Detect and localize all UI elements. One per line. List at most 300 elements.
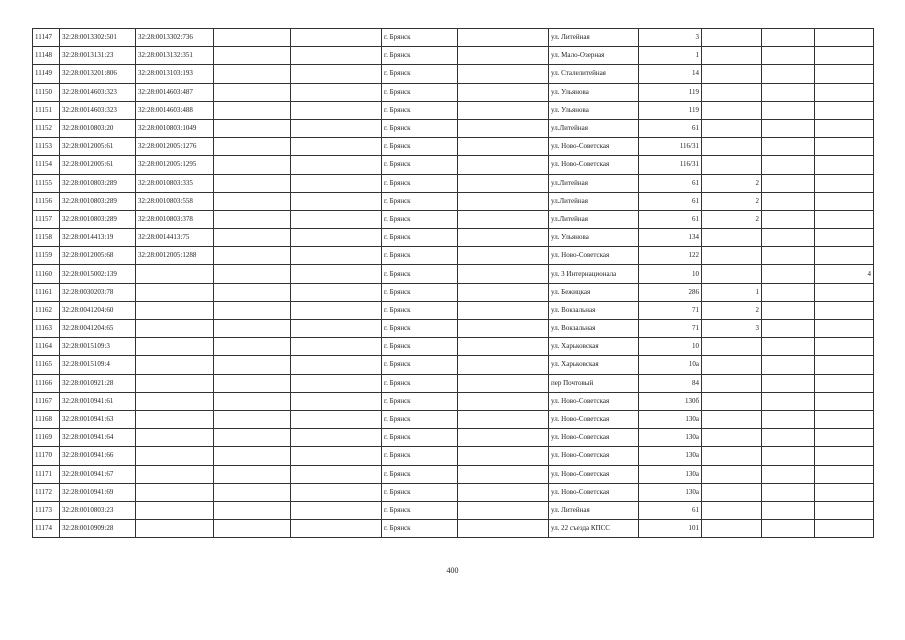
empty-cell <box>762 320 815 338</box>
room-cadastral-number-cell: 32:28:0013103:193 <box>136 65 214 83</box>
row-number-cell: 11174 <box>33 520 60 538</box>
row-number-cell: 11155 <box>33 174 60 192</box>
empty-cell <box>762 229 815 247</box>
empty-cell <box>458 29 549 47</box>
empty-cell <box>458 283 549 301</box>
building-cell <box>702 138 762 156</box>
city-cell: г. Брянск <box>382 83 458 101</box>
extra-cell <box>815 83 874 101</box>
row-number-cell: 11159 <box>33 247 60 265</box>
empty-cell <box>291 47 382 65</box>
building-cell <box>702 483 762 501</box>
cadastral-number-cell: 32:28:0010921:28 <box>60 374 136 392</box>
empty-cell <box>458 301 549 319</box>
house-number-cell: 116/31 <box>639 156 702 174</box>
cadastral-number-cell: 32:28:0015109:4 <box>60 356 136 374</box>
row-number-cell: 11173 <box>33 501 60 519</box>
empty-cell <box>762 29 815 47</box>
empty-cell <box>214 156 291 174</box>
street-cell: пер Почтовый <box>549 374 639 392</box>
room-cadastral-number-cell: 32:28:0010803:335 <box>136 174 214 192</box>
extra-cell <box>815 29 874 47</box>
cadastral-number-cell: 32:28:0012005:68 <box>60 247 136 265</box>
empty-cell <box>214 320 291 338</box>
house-number-cell: 130а <box>639 465 702 483</box>
table-row <box>33 301 874 319</box>
city-cell: г. Брянск <box>382 520 458 538</box>
empty-cell <box>458 410 549 428</box>
empty-cell <box>458 138 549 156</box>
empty-cell <box>458 465 549 483</box>
house-number-cell: 10 <box>639 265 702 283</box>
empty-cell <box>214 119 291 137</box>
extra-cell <box>815 392 874 410</box>
city-cell: г. Брянск <box>382 392 458 410</box>
empty-cell <box>762 247 815 265</box>
building-cell: 2 <box>702 174 762 192</box>
empty-cell <box>458 83 549 101</box>
extra-cell <box>815 229 874 247</box>
street-cell: ул. Харьковская <box>549 338 639 356</box>
empty-cell <box>458 247 549 265</box>
city-cell: г. Брянск <box>382 483 458 501</box>
city-cell: г. Брянск <box>382 47 458 65</box>
street-cell: ул. Литейная <box>549 501 639 519</box>
extra-cell <box>815 447 874 465</box>
empty-cell <box>214 429 291 447</box>
empty-cell <box>291 320 382 338</box>
room-cadastral-number-cell <box>136 392 214 410</box>
house-number-cell: 286 <box>639 283 702 301</box>
extra-cell <box>815 465 874 483</box>
row-number-cell: 11147 <box>33 29 60 47</box>
row-number-cell: 11157 <box>33 210 60 228</box>
empty-cell <box>762 119 815 137</box>
table-row <box>33 429 874 447</box>
building-cell <box>702 392 762 410</box>
city-cell: г. Брянск <box>382 374 458 392</box>
house-number-cell: 116/31 <box>639 138 702 156</box>
extra-cell <box>815 119 874 137</box>
street-cell: ул. Вокзальная <box>549 301 639 319</box>
empty-cell <box>291 29 382 47</box>
page-number: 400 <box>446 566 459 575</box>
building-cell <box>702 501 762 519</box>
street-cell: ул. Бежицкая <box>549 283 639 301</box>
room-cadastral-number-cell <box>136 429 214 447</box>
building-cell: 2 <box>702 301 762 319</box>
row-number-cell: 11156 <box>33 192 60 210</box>
building-cell <box>702 83 762 101</box>
extra-cell <box>815 501 874 519</box>
table-row <box>33 83 874 101</box>
empty-cell <box>762 410 815 428</box>
building-cell <box>702 265 762 283</box>
row-number-cell: 11171 <box>33 465 60 483</box>
house-number-cell: 101 <box>639 520 702 538</box>
empty-cell <box>458 338 549 356</box>
city-cell: г. Брянск <box>382 65 458 83</box>
city-cell: г. Брянск <box>382 356 458 374</box>
house-number-cell: 61 <box>639 174 702 192</box>
empty-cell <box>762 83 815 101</box>
empty-cell <box>458 483 549 501</box>
empty-cell <box>762 283 815 301</box>
empty-cell <box>762 301 815 319</box>
empty-cell <box>291 83 382 101</box>
empty-cell <box>458 192 549 210</box>
cadastral-number-cell: 32:28:0013302:501 <box>60 29 136 47</box>
extra-cell <box>815 138 874 156</box>
empty-cell <box>214 65 291 83</box>
house-number-cell: 119 <box>639 83 702 101</box>
room-cadastral-number-cell <box>136 338 214 356</box>
table-row <box>33 392 874 410</box>
cadastral-number-cell: 32:28:0010941:69 <box>60 483 136 501</box>
street-cell: ул. Ново-Советская <box>549 410 639 428</box>
house-number-cell: 130а <box>639 429 702 447</box>
cadastral-number-cell: 32:28:0012005:61 <box>60 138 136 156</box>
empty-cell <box>214 192 291 210</box>
cadastral-number-cell: 32:28:0014603:323 <box>60 101 136 119</box>
empty-cell <box>458 320 549 338</box>
street-cell: ул.Литейная <box>549 174 639 192</box>
house-number-cell: 130а <box>639 447 702 465</box>
empty-cell <box>291 210 382 228</box>
city-cell: г. Брянск <box>382 138 458 156</box>
table-row <box>33 192 874 210</box>
extra-cell <box>815 410 874 428</box>
room-cadastral-number-cell <box>136 501 214 519</box>
empty-cell <box>291 483 382 501</box>
house-number-cell: 134 <box>639 229 702 247</box>
empty-cell <box>291 265 382 283</box>
empty-cell <box>762 65 815 83</box>
empty-cell <box>458 429 549 447</box>
row-number-cell: 11167 <box>33 392 60 410</box>
empty-cell <box>214 138 291 156</box>
table-row <box>33 483 874 501</box>
empty-cell <box>291 138 382 156</box>
cadastral-number-cell: 32:28:0014413:19 <box>60 229 136 247</box>
street-cell: ул. 3 Интернационала <box>549 265 639 283</box>
registry-table <box>32 28 874 538</box>
empty-cell <box>291 229 382 247</box>
table-row <box>33 356 874 374</box>
empty-cell <box>762 392 815 410</box>
building-cell <box>702 356 762 374</box>
room-cadastral-number-cell: 32:28:0013302:736 <box>136 29 214 47</box>
street-cell: ул. Ново-Советская <box>549 392 639 410</box>
row-number-cell: 11162 <box>33 301 60 319</box>
room-cadastral-number-cell <box>136 465 214 483</box>
cadastral-number-cell: 32:28:0030203:78 <box>60 283 136 301</box>
house-number-cell: 84 <box>639 374 702 392</box>
building-cell <box>702 447 762 465</box>
empty-cell <box>762 138 815 156</box>
street-cell: ул. Мало-Озерная <box>549 47 639 65</box>
cadastral-number-cell: 32:28:0010941:66 <box>60 447 136 465</box>
building-cell <box>702 429 762 447</box>
building-cell <box>702 229 762 247</box>
building-cell: 2 <box>702 210 762 228</box>
room-cadastral-number-cell: 32:28:0014603:487 <box>136 83 214 101</box>
row-number-cell: 11165 <box>33 356 60 374</box>
room-cadastral-number-cell: 32:28:0012005:1295 <box>136 156 214 174</box>
table-row <box>33 174 874 192</box>
table-row <box>33 229 874 247</box>
cadastral-number-cell: 32:28:0012005:61 <box>60 156 136 174</box>
empty-cell <box>458 447 549 465</box>
extra-cell <box>815 174 874 192</box>
extra-cell <box>815 374 874 392</box>
empty-cell <box>214 483 291 501</box>
house-number-cell: 122 <box>639 247 702 265</box>
empty-cell <box>762 465 815 483</box>
house-number-cell: 10а <box>639 356 702 374</box>
table-row <box>33 265 874 283</box>
street-cell: ул. Ново-Советская <box>549 429 639 447</box>
empty-cell <box>291 283 382 301</box>
city-cell: г. Брянск <box>382 429 458 447</box>
table-row <box>33 520 874 538</box>
row-number-cell: 11172 <box>33 483 60 501</box>
table-body <box>33 29 874 538</box>
empty-cell <box>291 447 382 465</box>
empty-cell <box>214 392 291 410</box>
city-cell: г. Брянск <box>382 447 458 465</box>
street-cell: ул. Ульянова <box>549 229 639 247</box>
room-cadastral-number-cell: 32:28:0012005:1276 <box>136 138 214 156</box>
row-number-cell: 11164 <box>33 338 60 356</box>
empty-cell <box>214 374 291 392</box>
extra-cell: 4 <box>815 265 874 283</box>
extra-cell <box>815 520 874 538</box>
cadastral-number-cell: 32:28:0013131:23 <box>60 47 136 65</box>
street-cell: ул. Литейная <box>549 29 639 47</box>
empty-cell <box>762 47 815 65</box>
room-cadastral-number-cell <box>136 374 214 392</box>
street-cell: ул. Сталелитейная <box>549 65 639 83</box>
room-cadastral-number-cell: 32:28:0010803:558 <box>136 192 214 210</box>
empty-cell <box>291 338 382 356</box>
extra-cell <box>815 101 874 119</box>
street-cell: ул.Литейная <box>549 119 639 137</box>
row-number-cell: 11161 <box>33 283 60 301</box>
row-number-cell: 11151 <box>33 101 60 119</box>
empty-cell <box>214 229 291 247</box>
empty-cell <box>214 265 291 283</box>
empty-cell <box>291 101 382 119</box>
street-cell: ул. Ульянова <box>549 83 639 101</box>
house-number-cell: 14 <box>639 65 702 83</box>
city-cell: г. Брянск <box>382 29 458 47</box>
cadastral-number-cell: 32:28:0010803:289 <box>60 210 136 228</box>
empty-cell <box>214 47 291 65</box>
empty-cell <box>214 356 291 374</box>
room-cadastral-number-cell <box>136 320 214 338</box>
row-number-cell: 11163 <box>33 320 60 338</box>
city-cell: г. Брянск <box>382 265 458 283</box>
empty-cell <box>214 210 291 228</box>
row-number-cell: 11170 <box>33 447 60 465</box>
street-cell: ул. Ульянова <box>549 101 639 119</box>
empty-cell <box>214 29 291 47</box>
city-cell: г. Брянск <box>382 338 458 356</box>
cadastral-number-cell: 32:28:0010803:20 <box>60 119 136 137</box>
row-number-cell: 11160 <box>33 265 60 283</box>
empty-cell <box>214 520 291 538</box>
room-cadastral-number-cell <box>136 265 214 283</box>
empty-cell <box>762 447 815 465</box>
extra-cell <box>815 65 874 83</box>
empty-cell <box>214 283 291 301</box>
row-number-cell: 11154 <box>33 156 60 174</box>
table-row <box>33 283 874 301</box>
empty-cell <box>458 392 549 410</box>
house-number-cell: 3 <box>639 29 702 47</box>
city-cell: г. Брянск <box>382 410 458 428</box>
building-cell <box>702 374 762 392</box>
empty-cell <box>291 410 382 428</box>
empty-cell <box>458 265 549 283</box>
street-cell: ул. Ново-Советская <box>549 447 639 465</box>
row-number-cell: 11150 <box>33 83 60 101</box>
cadastral-number-cell: 32:28:0010941:64 <box>60 429 136 447</box>
building-cell: 3 <box>702 320 762 338</box>
empty-cell <box>762 101 815 119</box>
empty-cell <box>291 465 382 483</box>
city-cell: г. Брянск <box>382 101 458 119</box>
empty-cell <box>762 374 815 392</box>
street-cell: ул. Ново-Советская <box>549 138 639 156</box>
building-cell <box>702 119 762 137</box>
building-cell: 1 <box>702 283 762 301</box>
room-cadastral-number-cell <box>136 447 214 465</box>
row-number-cell: 11149 <box>33 65 60 83</box>
cadastral-number-cell: 32:28:0010909:28 <box>60 520 136 538</box>
row-number-cell: 11152 <box>33 119 60 137</box>
empty-cell <box>762 356 815 374</box>
building-cell <box>702 247 762 265</box>
empty-cell <box>762 338 815 356</box>
empty-cell <box>291 119 382 137</box>
empty-cell <box>214 501 291 519</box>
row-number-cell: 11153 <box>33 138 60 156</box>
city-cell: г. Брянск <box>382 174 458 192</box>
building-cell <box>702 520 762 538</box>
empty-cell <box>458 520 549 538</box>
table-row <box>33 501 874 519</box>
empty-cell <box>291 429 382 447</box>
house-number-cell: 10 <box>639 338 702 356</box>
house-number-cell: 61 <box>639 119 702 137</box>
empty-cell <box>214 301 291 319</box>
empty-cell <box>214 447 291 465</box>
empty-cell <box>291 501 382 519</box>
table-row <box>33 374 874 392</box>
empty-cell <box>458 229 549 247</box>
house-number-cell: 1 <box>639 47 702 65</box>
empty-cell <box>762 429 815 447</box>
room-cadastral-number-cell: 32:28:0014413:75 <box>136 229 214 247</box>
table-row <box>33 119 874 137</box>
city-cell: г. Брянск <box>382 247 458 265</box>
city-cell: г. Брянск <box>382 465 458 483</box>
building-cell <box>702 65 762 83</box>
empty-cell <box>291 520 382 538</box>
room-cadastral-number-cell: 32:28:0013132:351 <box>136 47 214 65</box>
cadastral-number-cell: 32:28:0010803:23 <box>60 501 136 519</box>
empty-cell <box>762 520 815 538</box>
house-number-cell: 61 <box>639 192 702 210</box>
cadastral-number-cell: 32:28:0013201:806 <box>60 65 136 83</box>
table-row <box>33 156 874 174</box>
street-cell: ул.Литейная <box>549 210 639 228</box>
extra-cell <box>815 301 874 319</box>
table-row <box>33 47 874 65</box>
city-cell: г. Брянск <box>382 501 458 519</box>
cadastral-number-cell: 32:28:0015109:3 <box>60 338 136 356</box>
empty-cell <box>762 192 815 210</box>
room-cadastral-number-cell <box>136 410 214 428</box>
empty-cell <box>291 174 382 192</box>
table-row <box>33 65 874 83</box>
empty-cell <box>214 174 291 192</box>
table-row <box>33 447 874 465</box>
row-number-cell: 11168 <box>33 410 60 428</box>
cadastral-number-cell: 32:28:0041204:60 <box>60 301 136 319</box>
room-cadastral-number-cell <box>136 356 214 374</box>
room-cadastral-number-cell: 32:28:0010803:1049 <box>136 119 214 137</box>
street-cell: ул. Ново-Советская <box>549 156 639 174</box>
cadastral-number-cell: 32:28:0010941:61 <box>60 392 136 410</box>
room-cadastral-number-cell: 32:28:0012005:1288 <box>136 247 214 265</box>
empty-cell <box>458 356 549 374</box>
empty-cell <box>762 156 815 174</box>
city-cell: г. Брянск <box>382 283 458 301</box>
city-cell: г. Брянск <box>382 210 458 228</box>
street-cell: ул. 22 съезда КПСС <box>549 520 639 538</box>
table-row <box>33 29 874 47</box>
city-cell: г. Брянск <box>382 320 458 338</box>
building-cell: 2 <box>702 192 762 210</box>
city-cell: г. Брянск <box>382 229 458 247</box>
table-row <box>33 210 874 228</box>
empty-cell <box>762 501 815 519</box>
empty-cell <box>762 265 815 283</box>
house-number-cell: 130б <box>639 392 702 410</box>
empty-cell <box>214 247 291 265</box>
row-number-cell: 11166 <box>33 374 60 392</box>
city-cell: г. Брянск <box>382 119 458 137</box>
empty-cell <box>458 374 549 392</box>
empty-cell <box>458 65 549 83</box>
cadastral-number-cell: 32:28:0014603:323 <box>60 83 136 101</box>
table-row <box>33 465 874 483</box>
empty-cell <box>291 65 382 83</box>
room-cadastral-number-cell: 32:28:0014603:488 <box>136 101 214 119</box>
cadastral-number-cell: 32:28:0041204:65 <box>60 320 136 338</box>
city-cell: г. Брянск <box>382 301 458 319</box>
empty-cell <box>458 47 549 65</box>
city-cell: г. Брянск <box>382 192 458 210</box>
empty-cell <box>458 501 549 519</box>
extra-cell <box>815 338 874 356</box>
table-row <box>33 410 874 428</box>
empty-cell <box>214 410 291 428</box>
table-row <box>33 247 874 265</box>
